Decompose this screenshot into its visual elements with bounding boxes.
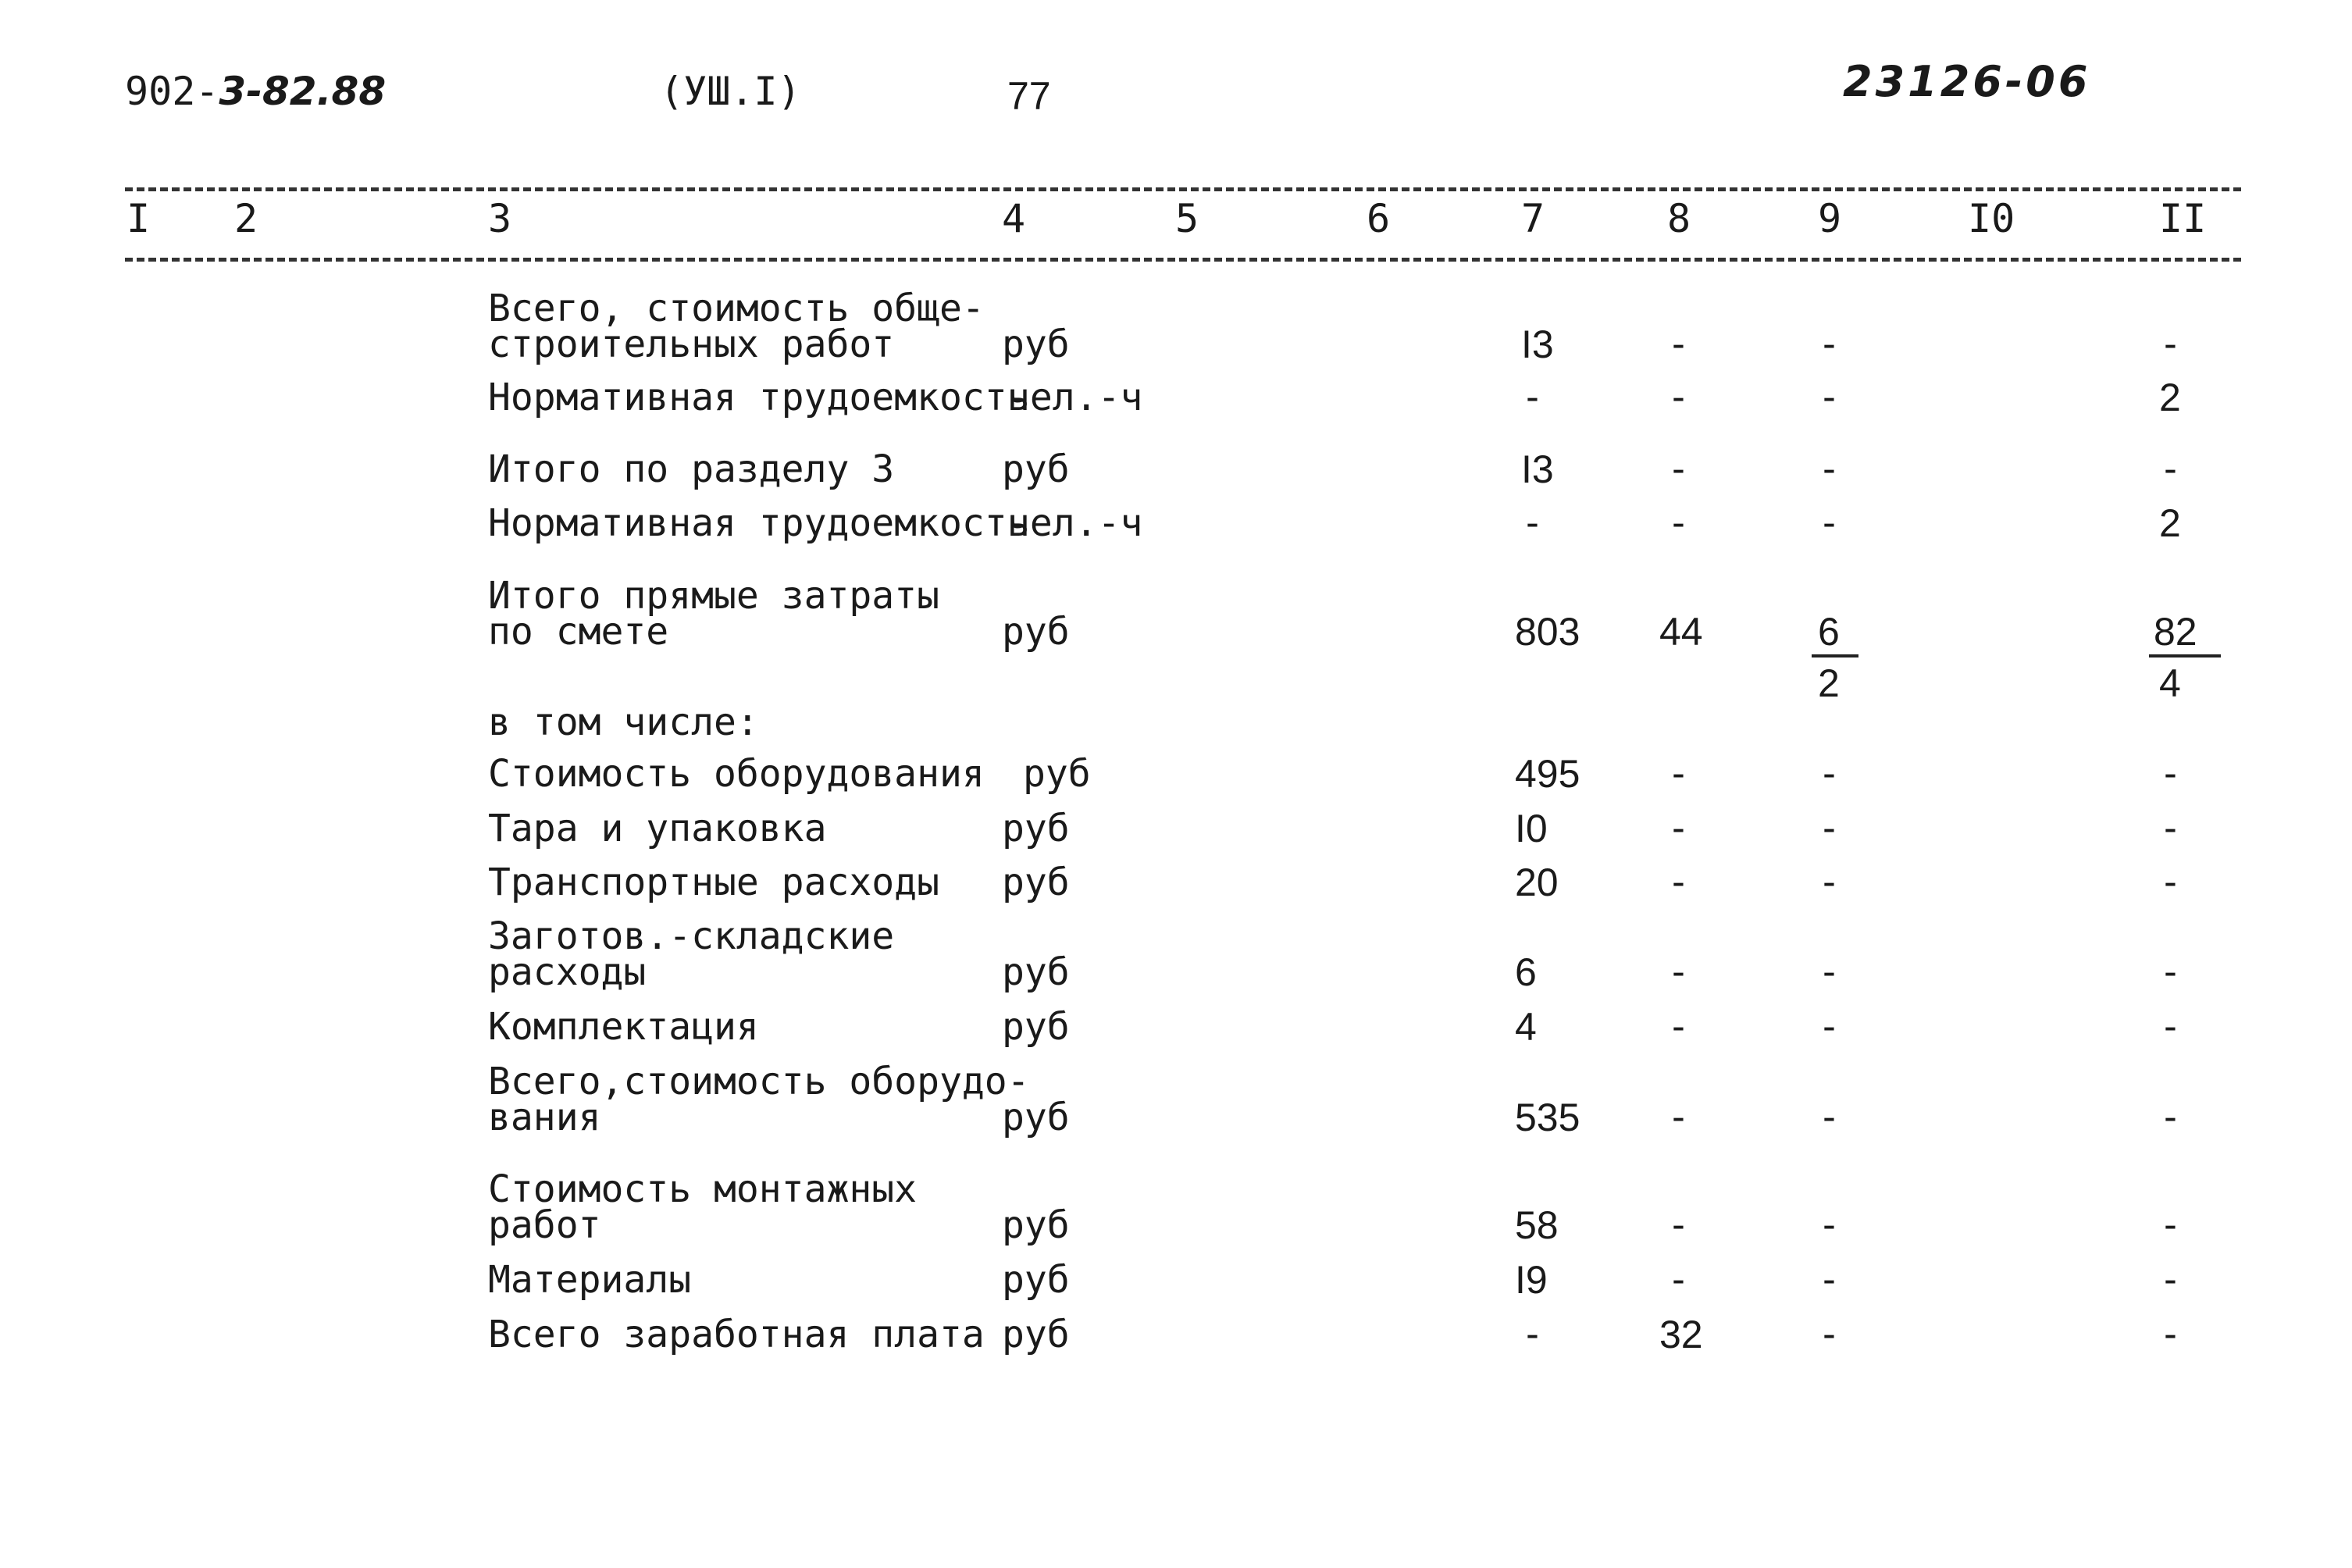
row-value-col9: - xyxy=(1818,1096,1841,1139)
row-value-col11: - xyxy=(2159,1258,2182,1302)
row-value-col9: - xyxy=(1818,323,1841,366)
row-value-col9: - xyxy=(1818,501,1841,545)
row-value-col8: - xyxy=(1667,501,1690,545)
row-value-col9: - xyxy=(1818,376,1841,419)
row-value-col9: - xyxy=(1818,1313,1841,1356)
row-unit: руб xyxy=(1002,861,1070,904)
row-value-col8: - xyxy=(1667,376,1690,419)
column-number-6: 6 xyxy=(1367,196,1391,241)
row-value-col11: 2 xyxy=(2159,501,2181,545)
row-unit: руб xyxy=(1002,1096,1070,1139)
row-value-col11: - xyxy=(2159,1096,2182,1139)
row-value-col9: - xyxy=(1818,1005,1841,1049)
row-value-col11: - xyxy=(2159,323,2182,366)
document-code-handwritten: 3-82.88 xyxy=(219,69,387,114)
row-label: Стоимость оборудования xyxy=(488,752,985,796)
row-unit: руб xyxy=(1002,1258,1070,1302)
row-value-col9: - xyxy=(1818,1258,1841,1302)
row-unit: руб xyxy=(1002,950,1070,994)
row-value-col8: - xyxy=(1667,447,1690,491)
row-value-col8: - xyxy=(1667,323,1690,366)
row-unit: руб xyxy=(1002,1313,1070,1356)
row-value-col7: 495 xyxy=(1515,752,1580,796)
row-value-col9: - xyxy=(1818,807,1841,850)
row-value-col7: 803 xyxy=(1515,610,1580,654)
row-value-col11-sub: 4 xyxy=(2159,661,2181,705)
table-header-rule xyxy=(125,258,2241,262)
row-label: Всего заработная плата xyxy=(488,1313,985,1356)
row-unit: руб xyxy=(1002,447,1070,491)
row-unit: руб xyxy=(1002,807,1070,850)
row-value-col7: - xyxy=(1521,1313,1544,1356)
row-value-col8: - xyxy=(1667,861,1690,904)
row-value-col8: - xyxy=(1667,950,1690,994)
column-number-4: 4 xyxy=(1002,196,1026,241)
row-value-col7: 20 xyxy=(1515,861,1559,904)
row-value-col11: - xyxy=(2159,861,2182,904)
row-value-col7: I0 xyxy=(1515,807,1548,850)
row-value-col8: - xyxy=(1667,1258,1690,1302)
row-value-col7: - xyxy=(1521,501,1544,545)
row-value-col11: - xyxy=(2159,1005,2182,1049)
column-number-3: 3 xyxy=(488,196,512,241)
row-value-col7: 4 xyxy=(1515,1005,1537,1049)
row-value-col7: 535 xyxy=(1515,1096,1580,1139)
column-number-7: 7 xyxy=(1521,196,1545,241)
row-value-col8: - xyxy=(1667,807,1690,850)
row-label: Комплектация xyxy=(488,1005,759,1049)
column-number-9: 9 xyxy=(1818,196,1842,241)
row-value-col11: 2 xyxy=(2159,376,2181,419)
column-number-2: 2 xyxy=(234,196,258,241)
row-value-col9: - xyxy=(1818,861,1841,904)
column-number-1: I xyxy=(127,196,151,241)
row-value-col8: - xyxy=(1667,1005,1690,1049)
row-value-col11: - xyxy=(2159,447,2182,491)
row-label: Всего, стоимость обще- строительных работ xyxy=(488,287,985,366)
fraction-bar xyxy=(2149,654,2221,657)
row-value-col7: 6 xyxy=(1515,950,1537,994)
row-label: Всего,стоимость оборудо- вания xyxy=(488,1060,1030,1139)
row-value-col11: - xyxy=(2159,752,2182,796)
row-value-col8: - xyxy=(1667,1203,1690,1247)
row-value-col7: 58 xyxy=(1515,1203,1559,1247)
row-value-col9-sub: 2 xyxy=(1818,661,1840,705)
row-label: Заготов.-складские расходы xyxy=(488,914,895,994)
row-label: Материалы xyxy=(488,1258,692,1302)
row-unit: чел.-ч xyxy=(1007,501,1143,545)
page-number: 77 xyxy=(1007,74,1051,118)
row-label: Стоимость монтажных работ xyxy=(488,1167,918,1247)
row-value-col8: 44 xyxy=(1659,610,1703,654)
row-value-col8: - xyxy=(1667,1096,1690,1139)
row-value-col11: - xyxy=(2159,1313,2182,1356)
stamp-number: 23126-06 xyxy=(1843,57,2091,106)
row-value-col7: - xyxy=(1521,376,1544,419)
row-unit: руб xyxy=(1023,752,1091,796)
row-label: Нормативная трудоемкость xyxy=(488,376,1030,419)
row-value-col11: - xyxy=(2159,1203,2182,1247)
row-value-col9: 6 xyxy=(1818,610,1840,654)
row-value-col9: - xyxy=(1818,447,1841,491)
row-value-col9: - xyxy=(1818,950,1841,994)
row-unit: руб xyxy=(1002,1203,1070,1247)
document-code xyxy=(125,69,387,114)
row-value-col9: - xyxy=(1818,1203,1841,1247)
table-top-rule xyxy=(125,187,2241,191)
section-code: (УШ.I) xyxy=(660,69,801,114)
row-label: Итого по разделу 3 xyxy=(488,447,895,491)
row-value-col8: 32 xyxy=(1659,1313,1703,1356)
row-value-col8: - xyxy=(1667,752,1690,796)
row-unit: руб xyxy=(1002,610,1070,654)
document-code-printed: 902- xyxy=(125,69,219,114)
row-label: Тара и упаковка xyxy=(488,807,827,850)
column-number-8: 8 xyxy=(1667,196,1691,241)
row-value-col9: - xyxy=(1818,752,1841,796)
row-label: в том числе: xyxy=(488,700,759,744)
row-value-col7: I9 xyxy=(1515,1258,1548,1302)
row-label: Транспортные расходы xyxy=(488,861,939,904)
fraction-bar xyxy=(1812,654,1858,657)
row-label: Нормативная трудоемкость xyxy=(488,501,1030,545)
row-value-col11: - xyxy=(2159,807,2182,850)
row-value-col7: I3 xyxy=(1521,323,1554,366)
row-unit: руб xyxy=(1002,323,1070,366)
row-unit: чел.-ч xyxy=(1007,376,1143,419)
column-number-10: I0 xyxy=(1968,196,2015,241)
column-number-11: II xyxy=(2159,196,2207,241)
column-number-5: 5 xyxy=(1175,196,1199,241)
row-label: Итого прямые затраты по смете xyxy=(488,574,939,654)
row-value-col11: - xyxy=(2159,950,2182,994)
row-value-col11: 82 xyxy=(2154,610,2197,654)
row-value-col7: I3 xyxy=(1521,447,1554,491)
row-unit: руб xyxy=(1002,1005,1070,1049)
